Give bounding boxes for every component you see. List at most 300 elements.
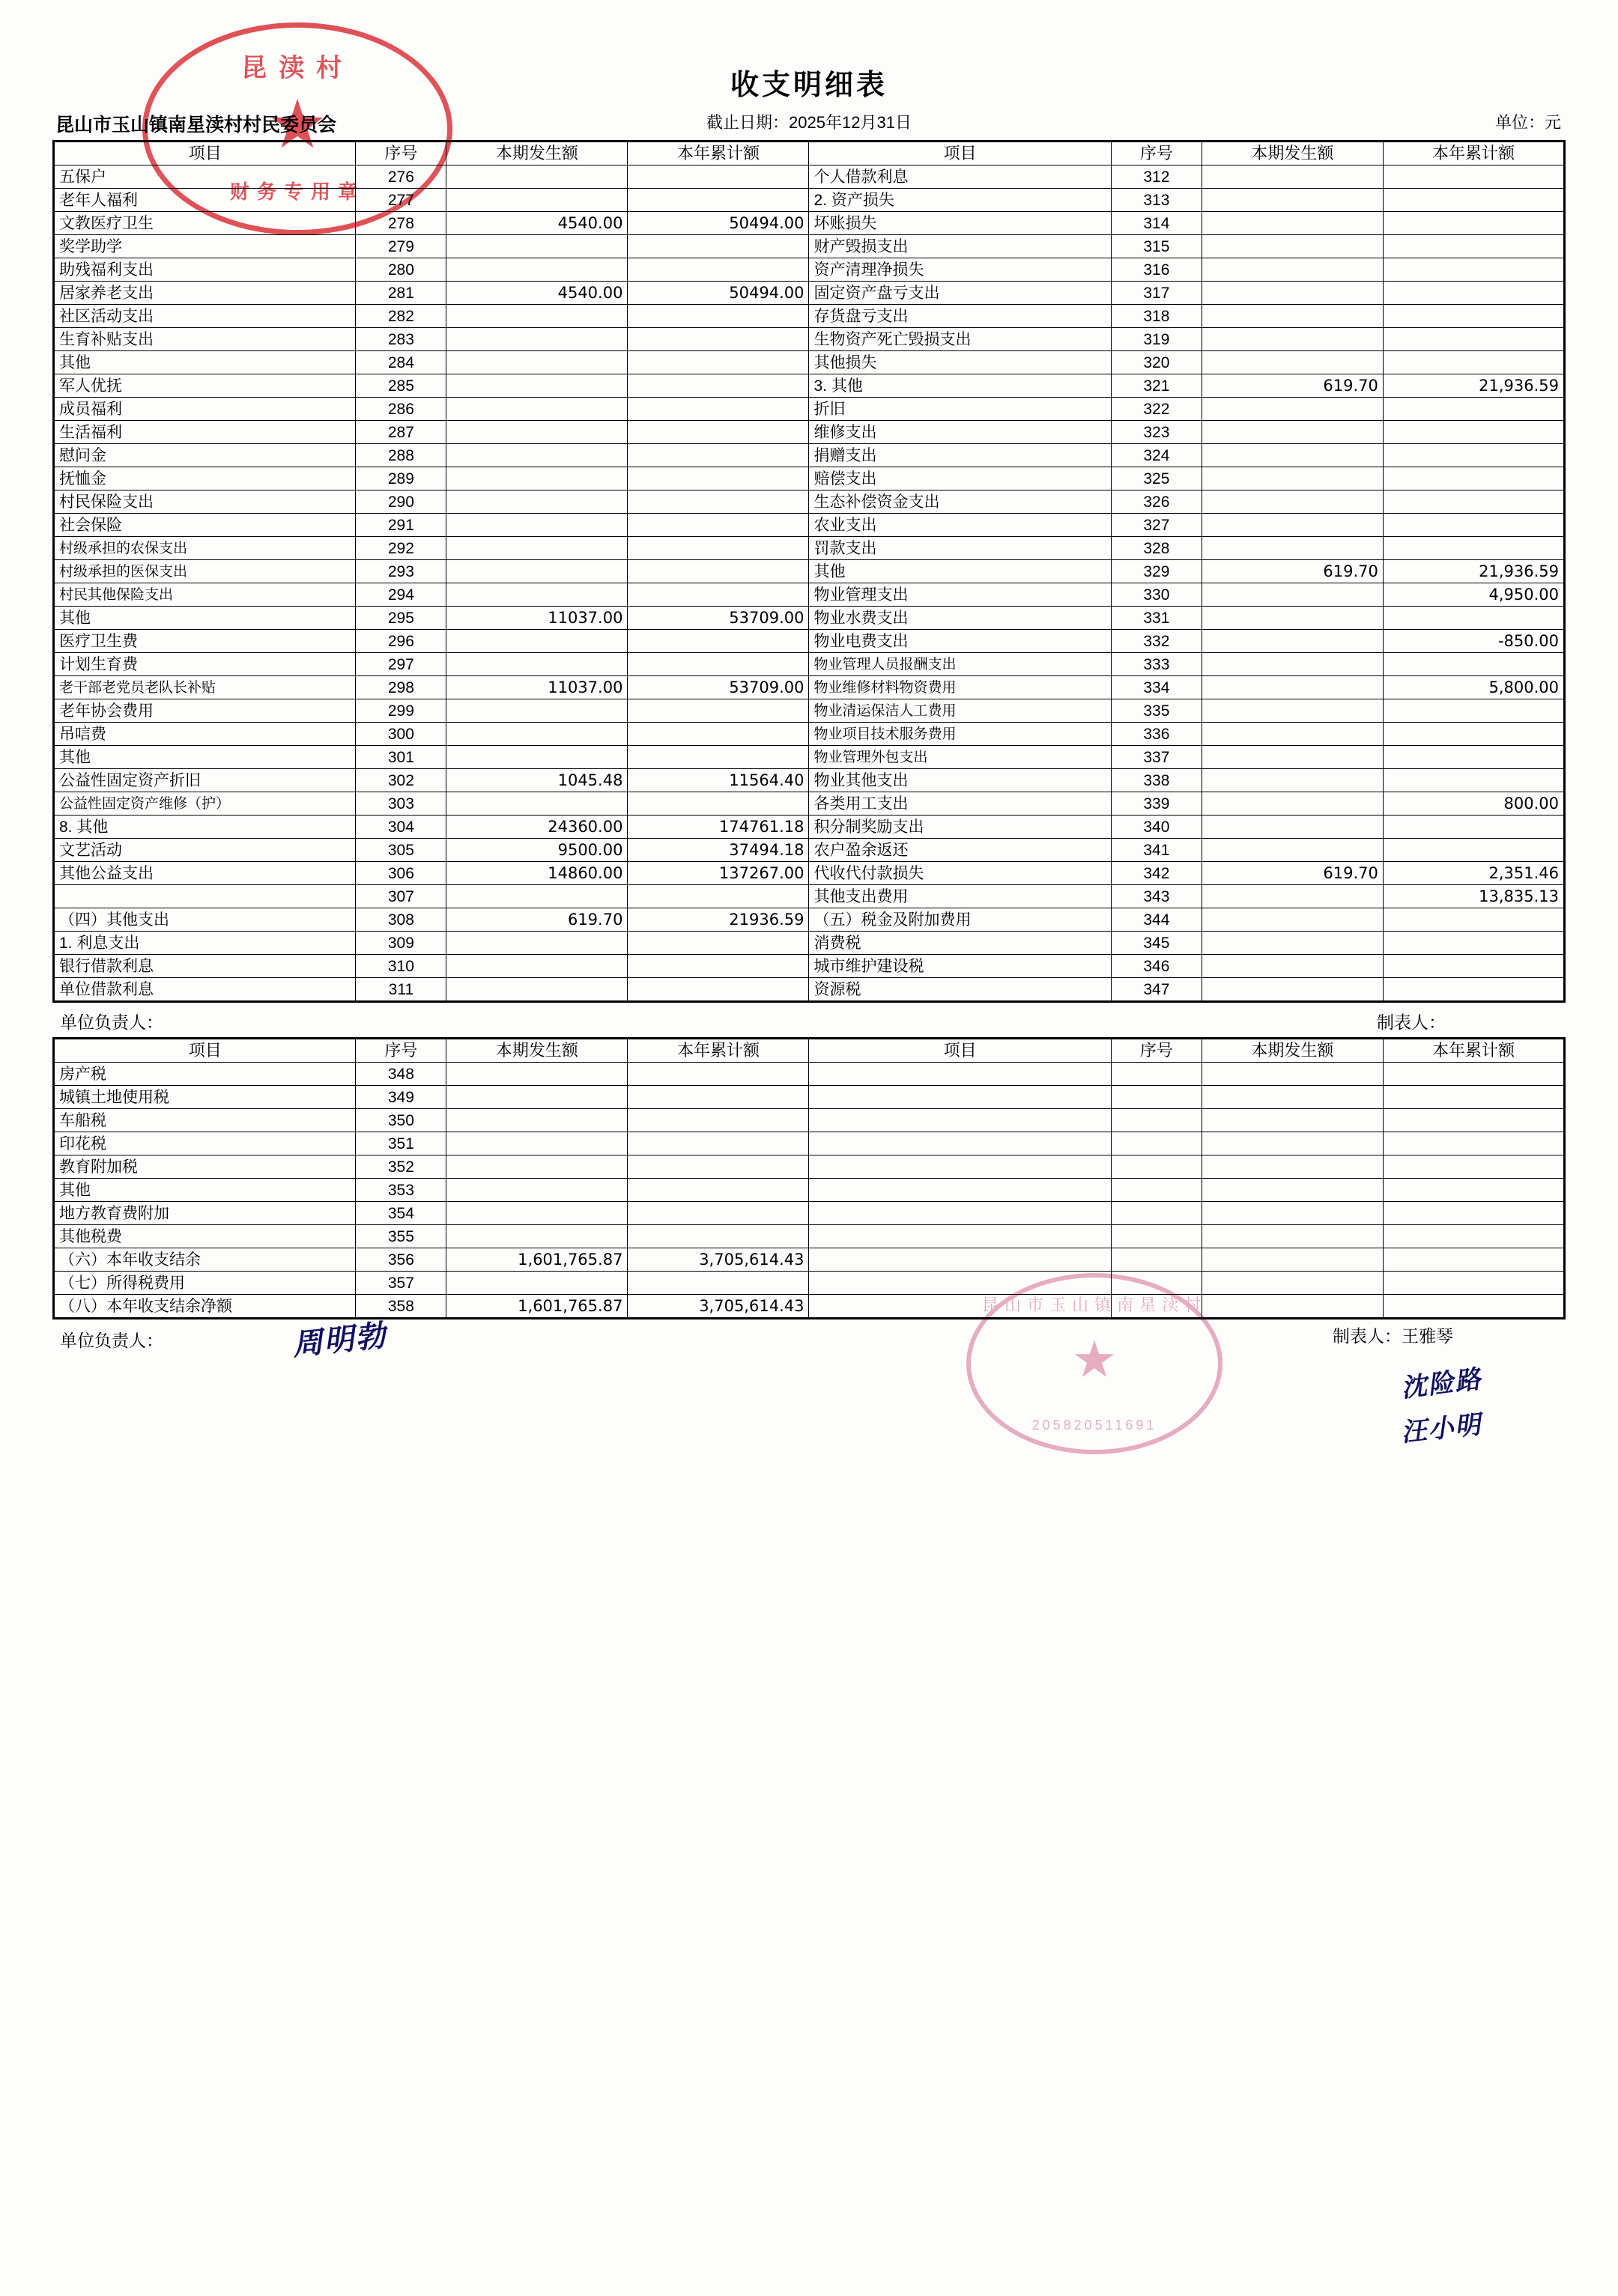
row-item-left: 慰问金 [54,444,356,467]
row-current-left [446,560,628,583]
row-item-right: 资产清理净损失 [809,258,1111,282]
row-no-left: 283 [356,328,446,351]
row-item-right [809,1132,1111,1155]
row-item-right: 物业其他支出 [809,769,1111,792]
row-accumulated-right: 13,835.13 [1383,885,1564,908]
row-item-left: 村级承担的医保支出 [54,560,356,583]
row-accumulated-left: 11564.40 [628,769,809,792]
row-current-right [1202,189,1383,212]
table-row [54,816,1565,839]
row-accumulated-left [628,723,809,746]
row-accumulated-right [1383,467,1564,491]
row-current-left [446,1179,628,1202]
row-no-right: 345 [1111,932,1202,955]
table-row [54,630,1565,653]
row-no-left: 351 [356,1132,446,1155]
row-item-left: 房产税 [54,1063,356,1086]
row-accumulated-right [1383,1202,1564,1225]
row-item-left: 车船税 [54,1109,356,1132]
row-item-left: 社区活动支出 [54,305,356,328]
row-current-right [1202,1155,1383,1179]
row-current-right [1202,653,1383,676]
row-current-right [1202,978,1383,1002]
row-no-left: 305 [356,839,446,862]
row-accumulated-left [628,1063,809,1086]
col2-no-left: 序号 [356,1039,446,1063]
row-item-right [809,1086,1111,1109]
col-no-right: 序号 [1111,142,1202,165]
row-current-right [1202,165,1383,189]
row-current-left [446,885,628,908]
row-accumulated-left [628,978,809,1002]
preparer-label-bottom: 制表人：王雅琴 [1333,1326,1453,1346]
row-accumulated-left: 3,705,614.43 [628,1248,809,1272]
row-accumulated-left [628,305,809,328]
row-item-right: 罚款支出 [809,537,1111,560]
row-item-left: 其他 [54,1179,356,1202]
row-item-left: 其他公益支出 [54,862,356,885]
row-no-left: 286 [356,398,446,421]
row-accumulated-left: 50494.00 [628,212,809,235]
seal-bottom-text: 财务专用章 [229,180,365,203]
row-current-left [446,328,628,351]
row-no-right: 330 [1111,583,1202,607]
row-no-left: 276 [356,165,446,189]
table-row [54,165,1565,189]
row-current-right [1202,212,1383,235]
row-item-right: 存货盘亏支出 [809,305,1111,328]
row-no-right [1111,1225,1202,1248]
row-current-right [1202,351,1383,374]
col-current-right: 本期发生额 [1202,142,1383,165]
row-current-right [1202,885,1383,908]
table2-body [54,1063,1565,1319]
col2-item-right: 项目 [809,1039,1111,1063]
row-item-right: 农业支出 [809,514,1111,537]
table-row [54,1155,1565,1179]
row-current-left: 4540.00 [446,282,628,305]
row-accumulated-left [628,1179,809,1202]
row-item-left: （六）本年收支结余 [54,1248,356,1272]
table-row [54,537,1565,560]
row-current-left: 11037.00 [446,607,628,630]
row-accumulated-left [628,467,809,491]
row-current-left [446,699,628,723]
row-current-right [1202,305,1383,328]
row-no-right: 342 [1111,862,1202,885]
row-accumulated-left [628,1272,809,1295]
row-current-right [1202,630,1383,653]
table-row [54,491,1565,514]
row-no-left: 354 [356,1202,446,1225]
row-no-left: 296 [356,630,446,653]
row-no-right: 327 [1111,514,1202,537]
row-no-left: 278 [356,212,446,235]
row-current-left [446,1109,628,1132]
row-item-left: 吊唁费 [54,723,356,746]
row-accumulated-left: 53709.00 [628,607,809,630]
table-row [54,1295,1565,1319]
row-item-left: 其他 [54,351,356,374]
row-current-left [446,955,628,978]
row-current-left [446,537,628,560]
row-current-right [1202,932,1383,955]
row-accumulated-right [1383,699,1564,723]
row-item-left: 其他税费 [54,1225,356,1248]
row-accumulated-right [1383,189,1564,212]
table-header-row [54,142,1565,165]
row-no-right: 320 [1111,351,1202,374]
row-no-left: 307 [356,885,446,908]
row-accumulated-right [1383,769,1564,792]
row-current-left [446,444,628,467]
row-current-left: 11037.00 [446,676,628,699]
table-row [54,839,1565,862]
row-accumulated-right [1383,955,1564,978]
unit-head-label-bottom: 单位负责人： [60,1331,163,1350]
row-accumulated-right [1383,398,1564,421]
row-current-left [446,630,628,653]
row-accumulated-left [628,1155,809,1179]
row-item-left: 军人优抚 [54,374,356,398]
table-row [54,1225,1565,1248]
row-accumulated-right [1383,328,1564,351]
row-current-right [1202,769,1383,792]
row-item-right [809,1225,1111,1248]
row-accumulated-left [628,560,809,583]
row-no-right: 335 [1111,699,1202,723]
row-current-right: 619.70 [1202,862,1383,885]
row-no-left: 358 [356,1295,446,1319]
table-row [54,235,1565,258]
row-no-right: 326 [1111,491,1202,514]
table-row [54,932,1565,955]
row-item-left: 银行借款利息 [54,955,356,978]
seal2-top-text: 昆山市玉山镇南星渎村 [981,1296,1207,1314]
table-row [54,258,1565,282]
row-no-right: 344 [1111,908,1202,932]
row-current-right [1202,792,1383,816]
row-accumulated-right [1383,537,1564,560]
row-no-left: 277 [356,189,446,212]
row-current-right [1202,583,1383,607]
row-current-right [1202,421,1383,444]
row-item-right: 物业管理人员报酬支出 [809,653,1111,676]
row-accumulated-right [1383,165,1564,189]
row-current-left [446,746,628,769]
row-accumulated-right: 21,936.59 [1383,560,1564,583]
row-current-right [1202,1179,1383,1202]
cutoff-date: 截止日期：2025年12月31日 [706,113,912,132]
row-item-left: （四）其他支出 [54,908,356,932]
row-item-left: 公益性固定资产折旧 [54,769,356,792]
star-icon-2: ★ [1071,1331,1118,1388]
table-row [54,862,1565,885]
row-current-left: 1,601,765.87 [446,1248,628,1272]
table-row [54,699,1565,723]
row-accumulated-left [628,514,809,537]
table-row [54,189,1565,212]
row-item-left: （七）所得税费用 [54,1272,356,1295]
table-row [54,421,1565,444]
row-no-left: 297 [356,653,446,676]
row-no-left: 280 [356,258,446,282]
col-accumulated-right: 本年累计额 [1383,142,1564,165]
row-current-right [1202,1132,1383,1155]
row-item-left: 奖学助学 [54,235,356,258]
table-row [54,607,1565,630]
row-no-left: 311 [356,978,446,1002]
row-accumulated-left [628,792,809,816]
row-current-left [446,1155,628,1179]
table-row [54,583,1565,607]
row-current-left: 1045.48 [446,769,628,792]
row-item-right: 积分制奖励支出 [809,816,1111,839]
row-item-left: 社会保险 [54,514,356,537]
row-current-right [1202,467,1383,491]
row-accumulated-left [628,235,809,258]
row-accumulated-left [628,746,809,769]
row-no-left: 306 [356,862,446,885]
unit-head-label-middle: 单位负责人： [60,1012,163,1032]
row-current-right [1202,1295,1383,1319]
col2-accumulated-right: 本年累计额 [1383,1039,1564,1063]
row-item-left: 居家养老支出 [54,282,356,305]
table-row [54,955,1565,978]
star-icon: ★ [267,87,328,163]
row-no-right: 336 [1111,723,1202,746]
row-current-left [446,165,628,189]
row-item-right: 折旧 [809,398,1111,421]
row-current-left [446,258,628,282]
row-current-right: 619.70 [1202,560,1383,583]
row-no-left: 356 [356,1248,446,1272]
row-no-right [1111,1248,1202,1272]
row-no-right: 316 [1111,258,1202,282]
row-item-right: （五）税金及附加费用 [809,908,1111,932]
row-current-left: 9500.00 [446,839,628,862]
row-no-left: 301 [356,746,446,769]
row-item-left: 印花税 [54,1132,356,1155]
table-row [54,1272,1565,1295]
row-item-left: 计划生育费 [54,653,356,676]
row-item-left: 8. 其他 [54,816,356,839]
row-accumulated-right [1383,1272,1564,1295]
row-current-left [446,374,628,398]
row-item-right: 各类用工支出 [809,792,1111,816]
row-no-left: 289 [356,467,446,491]
row-item-right: 物业水费支出 [809,607,1111,630]
table-row [54,560,1565,583]
row-current-right [1202,676,1383,699]
row-current-left [446,792,628,816]
row-accumulated-left: 53709.00 [628,676,809,699]
row-no-right: 325 [1111,467,1202,491]
row-item-left: 村级承担的农保支出 [54,537,356,560]
row-no-left: 294 [356,583,446,607]
col-item-right: 项目 [809,142,1111,165]
row-item-right: 物业维修材料物资费用 [809,676,1111,699]
row-accumulated-left: 21936.59 [628,908,809,932]
row-accumulated-left: 37494.18 [628,839,809,862]
row-accumulated-left [628,1109,809,1132]
row-item-right: 物业管理支出 [809,583,1111,607]
row-current-right [1202,746,1383,769]
organization-name: 昆山市玉山镇南星渎村村民委员会 [55,115,337,136]
row-no-right: 331 [1111,607,1202,630]
row-no-left: 284 [356,351,446,374]
row-accumulated-right [1383,1295,1564,1319]
row-accumulated-right [1383,746,1564,769]
row-accumulated-left [628,421,809,444]
row-accumulated-right [1383,723,1564,746]
row-accumulated-left [628,1225,809,1248]
row-no-right: 313 [1111,189,1202,212]
table-row [54,351,1565,374]
table-row [54,676,1565,699]
row-item-right: 赔偿支出 [809,467,1111,491]
row-accumulated-left [628,699,809,723]
row-accumulated-right [1383,514,1564,537]
row-item-right: 财产毁损支出 [809,235,1111,258]
row-current-left [446,1202,628,1225]
table-row [54,723,1565,746]
row-item-right [809,1202,1111,1225]
row-current-left [446,978,628,1002]
row-no-right: 337 [1111,746,1202,769]
table-row [54,328,1565,351]
row-current-right [1202,908,1383,932]
col2-no-right: 序号 [1111,1039,1202,1063]
row-accumulated-right [1383,839,1564,862]
currency-unit: 单位：元 [1494,113,1561,132]
row-item-right: 捐赠支出 [809,444,1111,467]
row-item-right: 维修支出 [809,421,1111,444]
row-accumulated-right [1383,1086,1564,1109]
row-accumulated-right [1383,258,1564,282]
page-title: 收支明细表 [730,70,888,101]
row-item-right: 其他支出费用 [809,885,1111,908]
row-accumulated-right [1383,282,1564,305]
row-current-left [446,491,628,514]
row-current-left [446,235,628,258]
row-no-right: 317 [1111,282,1202,305]
row-item-left: 抚恤金 [54,467,356,491]
row-no-right [1111,1063,1202,1086]
row-no-right: 323 [1111,421,1202,444]
row-no-left: 299 [356,699,446,723]
row-current-right [1202,258,1383,282]
row-no-left: 282 [356,305,446,328]
row-no-right: 340 [1111,816,1202,839]
row-accumulated-right: 800.00 [1383,792,1564,816]
row-accumulated-left [628,653,809,676]
expense-table-secondary [52,1037,1566,1319]
row-no-left: 293 [356,560,446,583]
row-no-left: 298 [356,676,446,699]
row-accumulated-right [1383,908,1564,932]
expense-table-main [52,140,1566,1003]
col2-current-left: 本期发生额 [446,1039,628,1063]
row-current-right [1202,328,1383,351]
row-item-right [809,1179,1111,1202]
row-current-right [1202,723,1383,746]
row-current-left [446,1272,628,1295]
row-no-left: 350 [356,1109,446,1132]
row-current-right [1202,1109,1383,1132]
row-current-right [1202,816,1383,839]
signature-row-middle [52,1003,1566,1037]
row-item-right: 其他损失 [809,351,1111,374]
row-accumulated-right: 5,800.00 [1383,676,1564,699]
row-accumulated-right [1383,653,1564,676]
row-no-right: 339 [1111,792,1202,816]
col2-item-left: 项目 [54,1039,356,1063]
row-no-right: 347 [1111,978,1202,1002]
row-item-left: 地方教育费附加 [54,1202,356,1225]
row-current-left [446,583,628,607]
row-item-left: 其他 [54,607,356,630]
row-no-right: 329 [1111,560,1202,583]
row-current-right [1202,1272,1383,1295]
row-accumulated-right [1383,351,1564,374]
row-item-right: 农户盈余返还 [809,839,1111,862]
row-no-right: 324 [1111,444,1202,467]
table-row [54,978,1565,1002]
row-current-right [1202,1202,1383,1225]
row-item-left: （八）本年收支结余净额 [54,1295,356,1319]
row-accumulated-left [628,374,809,398]
row-no-right: 312 [1111,165,1202,189]
row-no-right: 334 [1111,676,1202,699]
row-item-right [809,1248,1111,1272]
row-item-right: 其他 [809,560,1111,583]
row-accumulated-right [1383,932,1564,955]
row-accumulated-right: 4,950.00 [1383,583,1564,607]
row-item-left: 教育附加税 [54,1155,356,1179]
row-item-left: 助残福利支出 [54,258,356,282]
row-accumulated-left [628,1132,809,1155]
row-item-left: 五保户 [54,165,356,189]
table-header-row-2 [54,1039,1565,1063]
seal2-bottom-text: 205820511691 [1031,1418,1157,1433]
row-item-left: 单位借款利息 [54,978,356,1002]
row-current-left [446,467,628,491]
row-item-left: 文艺活动 [54,839,356,862]
row-current-left: 24360.00 [446,816,628,839]
row-no-left: 310 [356,955,446,978]
row-item-right: 生态补偿资金支出 [809,491,1111,514]
row-accumulated-right [1383,212,1564,235]
table-row [54,1179,1565,1202]
row-no-left: 348 [356,1063,446,1086]
table-row [54,467,1565,491]
table-row [54,885,1565,908]
row-no-right: 319 [1111,328,1202,351]
row-current-left [446,421,628,444]
table-row [54,1132,1565,1155]
row-no-left: 309 [356,932,446,955]
table-row [54,653,1565,676]
approver-signature-2: 汪小明 [1399,1409,1484,1448]
row-accumulated-right: -850.00 [1383,630,1564,653]
row-no-right [1111,1295,1202,1319]
col-accumulated-left: 本年累计额 [628,142,809,165]
table-row [54,1248,1565,1272]
row-no-left: 279 [356,235,446,258]
row-accumulated-left [628,328,809,351]
row-current-left [446,1225,628,1248]
